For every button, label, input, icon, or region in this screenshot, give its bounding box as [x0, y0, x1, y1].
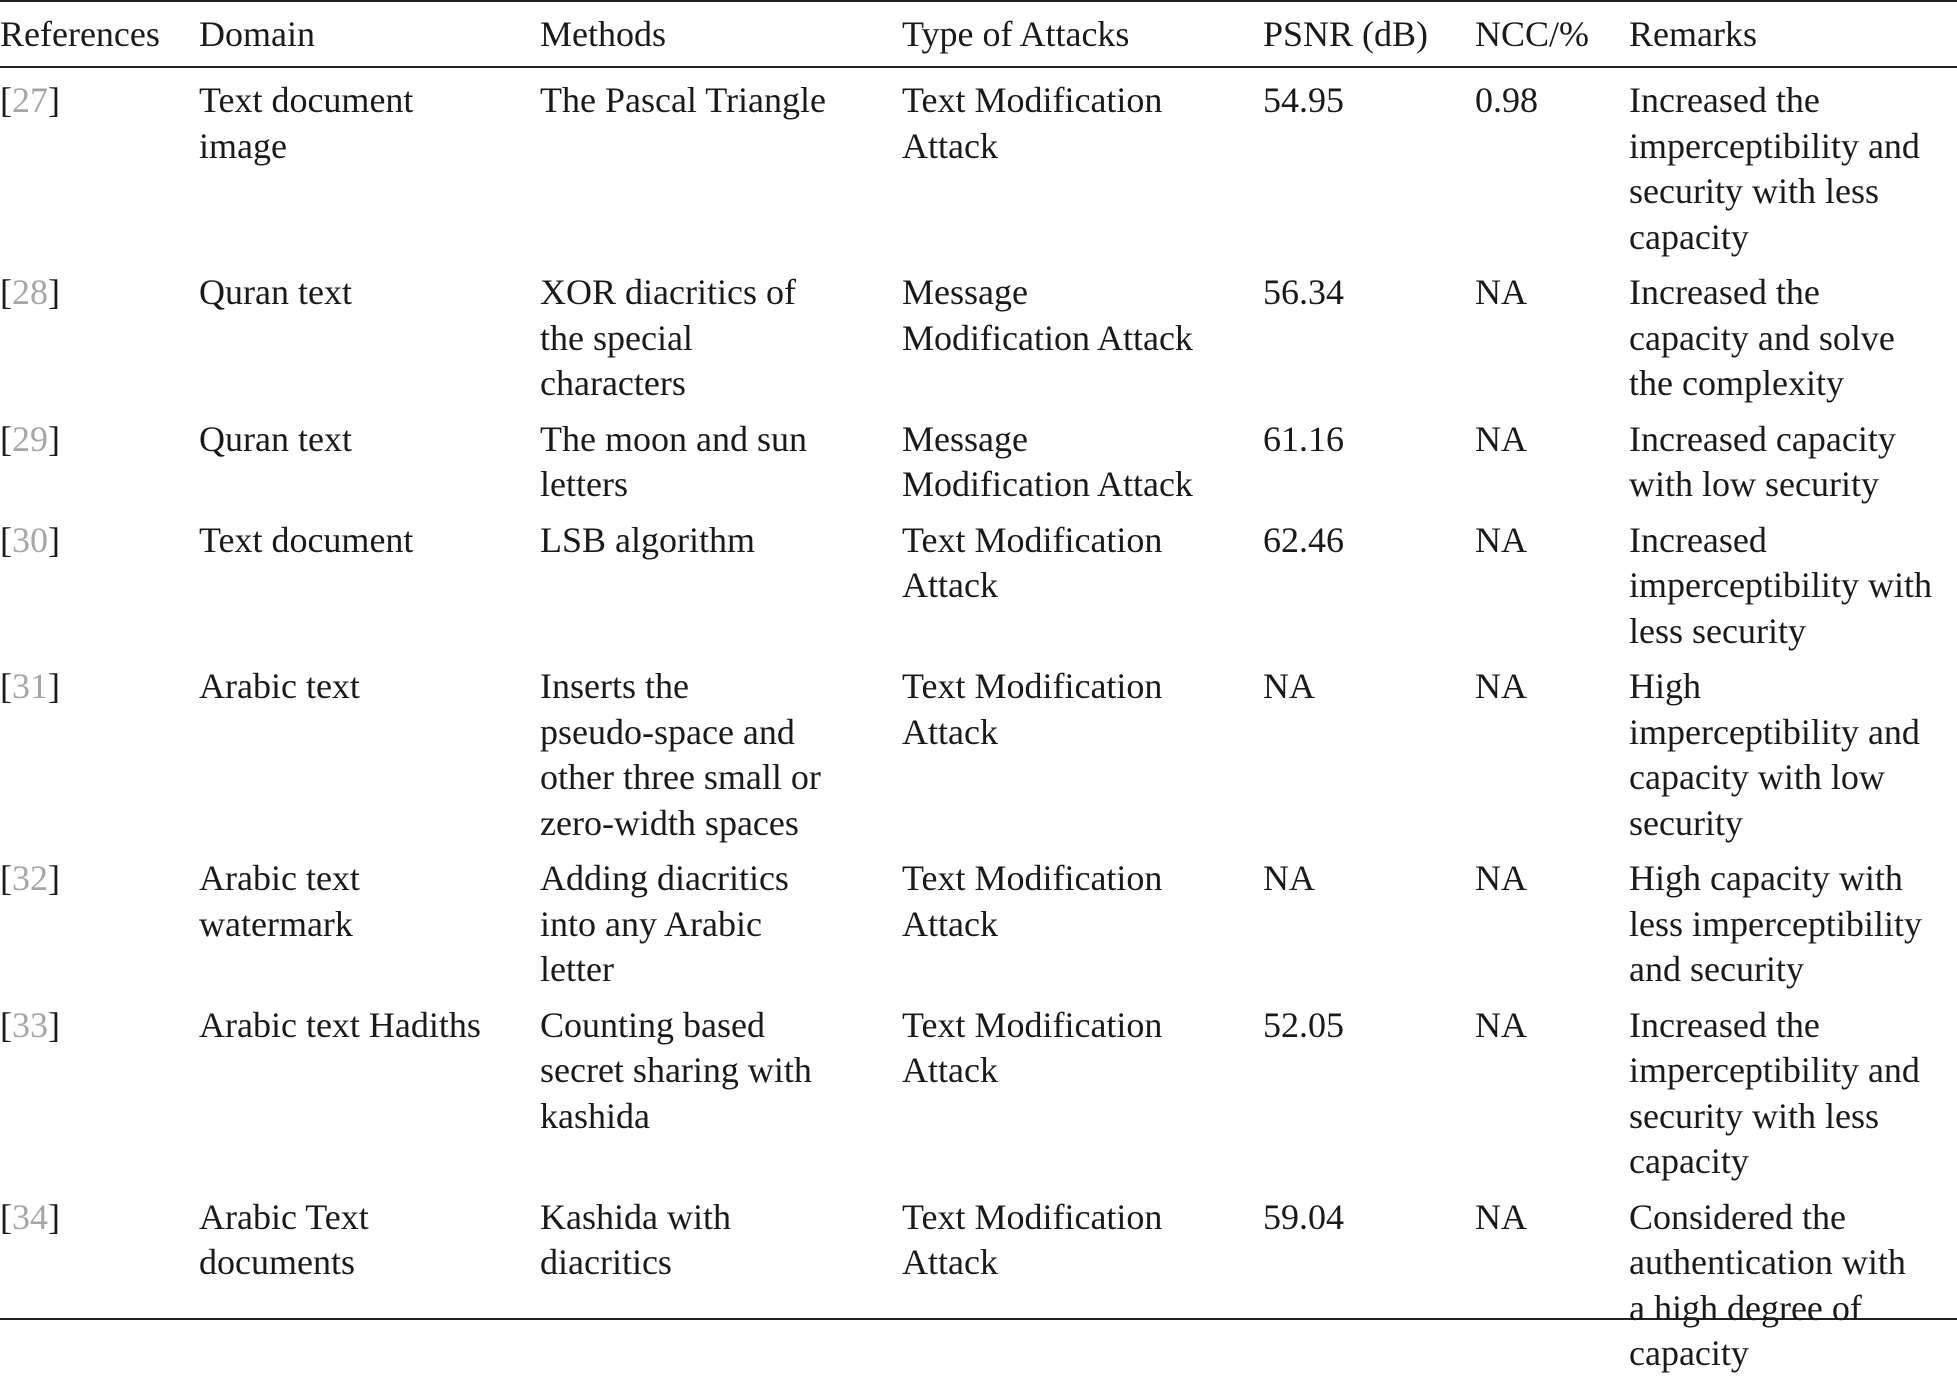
- remarks-line: less imperceptibility: [1629, 903, 1922, 944]
- attacks-line: Attack: [902, 565, 998, 605]
- methods-line: secret sharing with: [540, 1050, 812, 1090]
- table-row: [0, 508, 1957, 655]
- attacks-line: Attack: [902, 711, 998, 752]
- domain-line: Text document: [199, 519, 414, 560]
- cell-remarks: [1629, 993, 1957, 1185]
- domain-line: Arabic text: [199, 666, 360, 706]
- reference-link[interactable]: [28]: [0, 272, 60, 312]
- remarks-line: Increased: [1629, 519, 1767, 560]
- methods-line: Kashida with: [540, 1196, 731, 1237]
- cell-reference: [0, 68, 199, 260]
- remarks-line: Increased the: [1629, 80, 1820, 120]
- reference-link[interactable]: [30]: [0, 519, 60, 560]
- cell-type-of-attacks: [902, 260, 1263, 407]
- cell-domain: [199, 260, 540, 407]
- cell-type-of-attacks: [902, 1185, 1263, 1377]
- attacks-line: Attack: [902, 125, 998, 166]
- remarks-line: imperceptibility and: [1629, 711, 1920, 752]
- domain-line: Arabic text: [199, 858, 360, 898]
- header-methods: Methods: [540, 14, 666, 55]
- cell-domain: [199, 508, 540, 655]
- methods-line: Inserts the: [540, 666, 689, 706]
- remarks-line: imperceptibility and: [1629, 1050, 1920, 1090]
- cell-psnr: 62.46: [1263, 519, 1344, 560]
- header-row: [0, 0, 1957, 68]
- methods-line: kashida: [540, 1095, 650, 1136]
- cell-type-of-attacks: [902, 993, 1263, 1185]
- domain-line: Arabic Text: [199, 1196, 369, 1237]
- cell-methods: [540, 508, 902, 655]
- cell-type-of-attacks: [902, 846, 1263, 993]
- attacks-line: Text Modification: [902, 80, 1163, 120]
- cell-ncc: NA: [1475, 1004, 1527, 1045]
- table-header: [0, 0, 1957, 68]
- cell-type-of-attacks: [902, 508, 1263, 655]
- header-psnr: PSNR (dB): [1263, 14, 1429, 55]
- cell-remarks: [1629, 508, 1957, 655]
- header-ncc: NCC/%: [1475, 14, 1590, 55]
- remarks-line: Increased the: [1629, 272, 1820, 312]
- cell-reference: [0, 407, 199, 508]
- remarks-line: imperceptibility and: [1629, 125, 1920, 166]
- attacks-line: Message: [902, 418, 1028, 459]
- remarks-line: capacity: [1629, 216, 1749, 257]
- remarks-line: imperceptibility with: [1629, 565, 1932, 605]
- attacks-line: Text Modification: [902, 1196, 1163, 1237]
- domain-line: Quran text: [199, 418, 352, 459]
- reference-link[interactable]: [31]: [0, 666, 60, 706]
- cell-psnr: 59.04: [1263, 1196, 1344, 1237]
- table-row: [0, 260, 1957, 407]
- table-row: [0, 68, 1957, 260]
- cell-ncc: NA: [1475, 272, 1527, 312]
- domain-line: Text document: [199, 80, 414, 120]
- cell-methods: [540, 846, 902, 993]
- table-row: [0, 993, 1957, 1185]
- methods-line: XOR diacritics of: [540, 272, 796, 312]
- header-domain: Domain: [199, 14, 315, 55]
- cell-reference: [0, 1185, 199, 1377]
- remarks-line: security: [1629, 802, 1743, 843]
- domain-line: image: [199, 125, 287, 166]
- remarks-line: less security: [1629, 610, 1806, 651]
- remarks-line: capacity and solve: [1629, 317, 1895, 358]
- remarks-line: High capacity with: [1629, 858, 1903, 898]
- header-remarks: Remarks: [1629, 14, 1757, 55]
- cell-reference: [0, 654, 199, 846]
- methods-line: letters: [540, 464, 628, 504]
- methods-line: zero-width spaces: [540, 802, 799, 843]
- cell-remarks: [1629, 654, 1957, 846]
- cell-domain: [199, 654, 540, 846]
- remarks-line: Considered the: [1629, 1196, 1846, 1237]
- methods-line: Counting based: [540, 1004, 765, 1045]
- cell-domain: [199, 993, 540, 1185]
- cell-type-of-attacks: [902, 654, 1263, 846]
- cell-methods: [540, 654, 902, 846]
- reference-link[interactable]: [34]: [0, 1196, 60, 1237]
- cell-ncc: NA: [1475, 418, 1527, 459]
- cell-domain: [199, 68, 540, 260]
- remarks-line: High: [1629, 666, 1701, 706]
- methods-line: The moon and sun: [540, 418, 807, 459]
- remarks-line: capacity: [1629, 1333, 1749, 1373]
- remarks-line: security with less: [1629, 1095, 1879, 1136]
- cell-reference: [0, 846, 199, 993]
- methods-line: diacritics: [540, 1242, 672, 1282]
- cell-psnr: NA: [1263, 666, 1315, 706]
- cell-methods: [540, 260, 902, 407]
- cell-methods: [540, 407, 902, 508]
- cell-remarks: [1629, 407, 1957, 508]
- table-row: [0, 846, 1957, 993]
- header-references: References: [0, 14, 160, 55]
- attacks-line: Attack: [902, 1242, 998, 1282]
- remarks-line: authentication with: [1629, 1242, 1906, 1282]
- remarks-line: Increased capacity: [1629, 418, 1896, 459]
- methods-line: LSB algorithm: [540, 519, 755, 560]
- cell-reference: [0, 260, 199, 407]
- domain-line: Arabic text Hadiths: [199, 1004, 481, 1045]
- cell-remarks: [1629, 846, 1957, 993]
- remarks-line: and security: [1629, 949, 1804, 989]
- remarks-line: Increased the: [1629, 1004, 1820, 1045]
- methods-line: letter: [540, 949, 614, 989]
- remarks-line: a high degree of: [1629, 1287, 1862, 1328]
- methods-line: into any Arabic: [540, 903, 762, 944]
- cell-ncc: NA: [1475, 858, 1527, 898]
- attacks-line: Text Modification: [902, 666, 1163, 706]
- table-row: [0, 407, 1957, 508]
- attacks-line: Attack: [902, 1050, 998, 1090]
- cell-psnr: 61.16: [1263, 418, 1344, 459]
- reference-link[interactable]: [27]: [0, 80, 60, 120]
- domain-line: watermark: [199, 903, 353, 944]
- header-type-of-attacks: Type of Attacks: [902, 14, 1130, 55]
- table-row: [0, 654, 1957, 846]
- remarks-line: with low security: [1629, 464, 1879, 504]
- cell-methods: [540, 1185, 902, 1377]
- methods-line: The Pascal Triangle: [540, 80, 826, 120]
- methods-line: other three small or: [540, 757, 821, 797]
- remarks-line: security with less: [1629, 171, 1879, 211]
- attacks-line: Modification Attack: [902, 317, 1193, 358]
- cell-methods: [540, 993, 902, 1185]
- remarks-line: capacity with low: [1629, 757, 1885, 797]
- domain-line: documents: [199, 1242, 355, 1282]
- cell-ncc: 0.98: [1475, 80, 1538, 120]
- reference-link[interactable]: [32]: [0, 858, 60, 898]
- attacks-line: Text Modification: [902, 519, 1163, 560]
- cell-psnr: 52.05: [1263, 1004, 1344, 1045]
- cell-reference: [0, 993, 199, 1185]
- cell-domain: [199, 407, 540, 508]
- attacks-line: Modification Attack: [902, 464, 1193, 504]
- cell-methods: [540, 68, 902, 260]
- attacks-line: Text Modification: [902, 858, 1163, 898]
- domain-line: Quran text: [199, 272, 352, 312]
- cell-psnr: 54.95: [1263, 80, 1344, 120]
- attacks-line: Message: [902, 272, 1028, 312]
- remarks-line: capacity: [1629, 1141, 1749, 1181]
- methods-line: the special: [540, 317, 693, 358]
- cell-psnr: NA: [1263, 858, 1315, 898]
- cell-remarks: [1629, 1185, 1957, 1377]
- attacks-line: Attack: [902, 903, 998, 944]
- table-body: [0, 68, 1957, 1377]
- methods-line: Adding diacritics: [540, 858, 789, 898]
- cell-type-of-attacks: [902, 68, 1263, 260]
- cell-domain: [199, 846, 540, 993]
- cell-psnr: 56.34: [1263, 272, 1344, 312]
- cell-remarks: [1629, 260, 1957, 407]
- cell-ncc: NA: [1475, 1196, 1527, 1237]
- methods-line: characters: [540, 363, 686, 403]
- cell-reference: [0, 508, 199, 655]
- methods-line: pseudo-space and: [540, 711, 795, 752]
- cell-ncc: NA: [1475, 519, 1527, 560]
- reference-link[interactable]: [33]: [0, 1004, 60, 1045]
- cell-ncc: NA: [1475, 666, 1527, 706]
- attacks-line: Text Modification: [902, 1004, 1163, 1045]
- cell-domain: [199, 1185, 540, 1377]
- reference-link[interactable]: [29]: [0, 418, 60, 459]
- remarks-line: the complexity: [1629, 363, 1844, 403]
- cell-remarks: [1629, 68, 1957, 260]
- table-row: [0, 1185, 1957, 1377]
- cell-type-of-attacks: [902, 407, 1263, 508]
